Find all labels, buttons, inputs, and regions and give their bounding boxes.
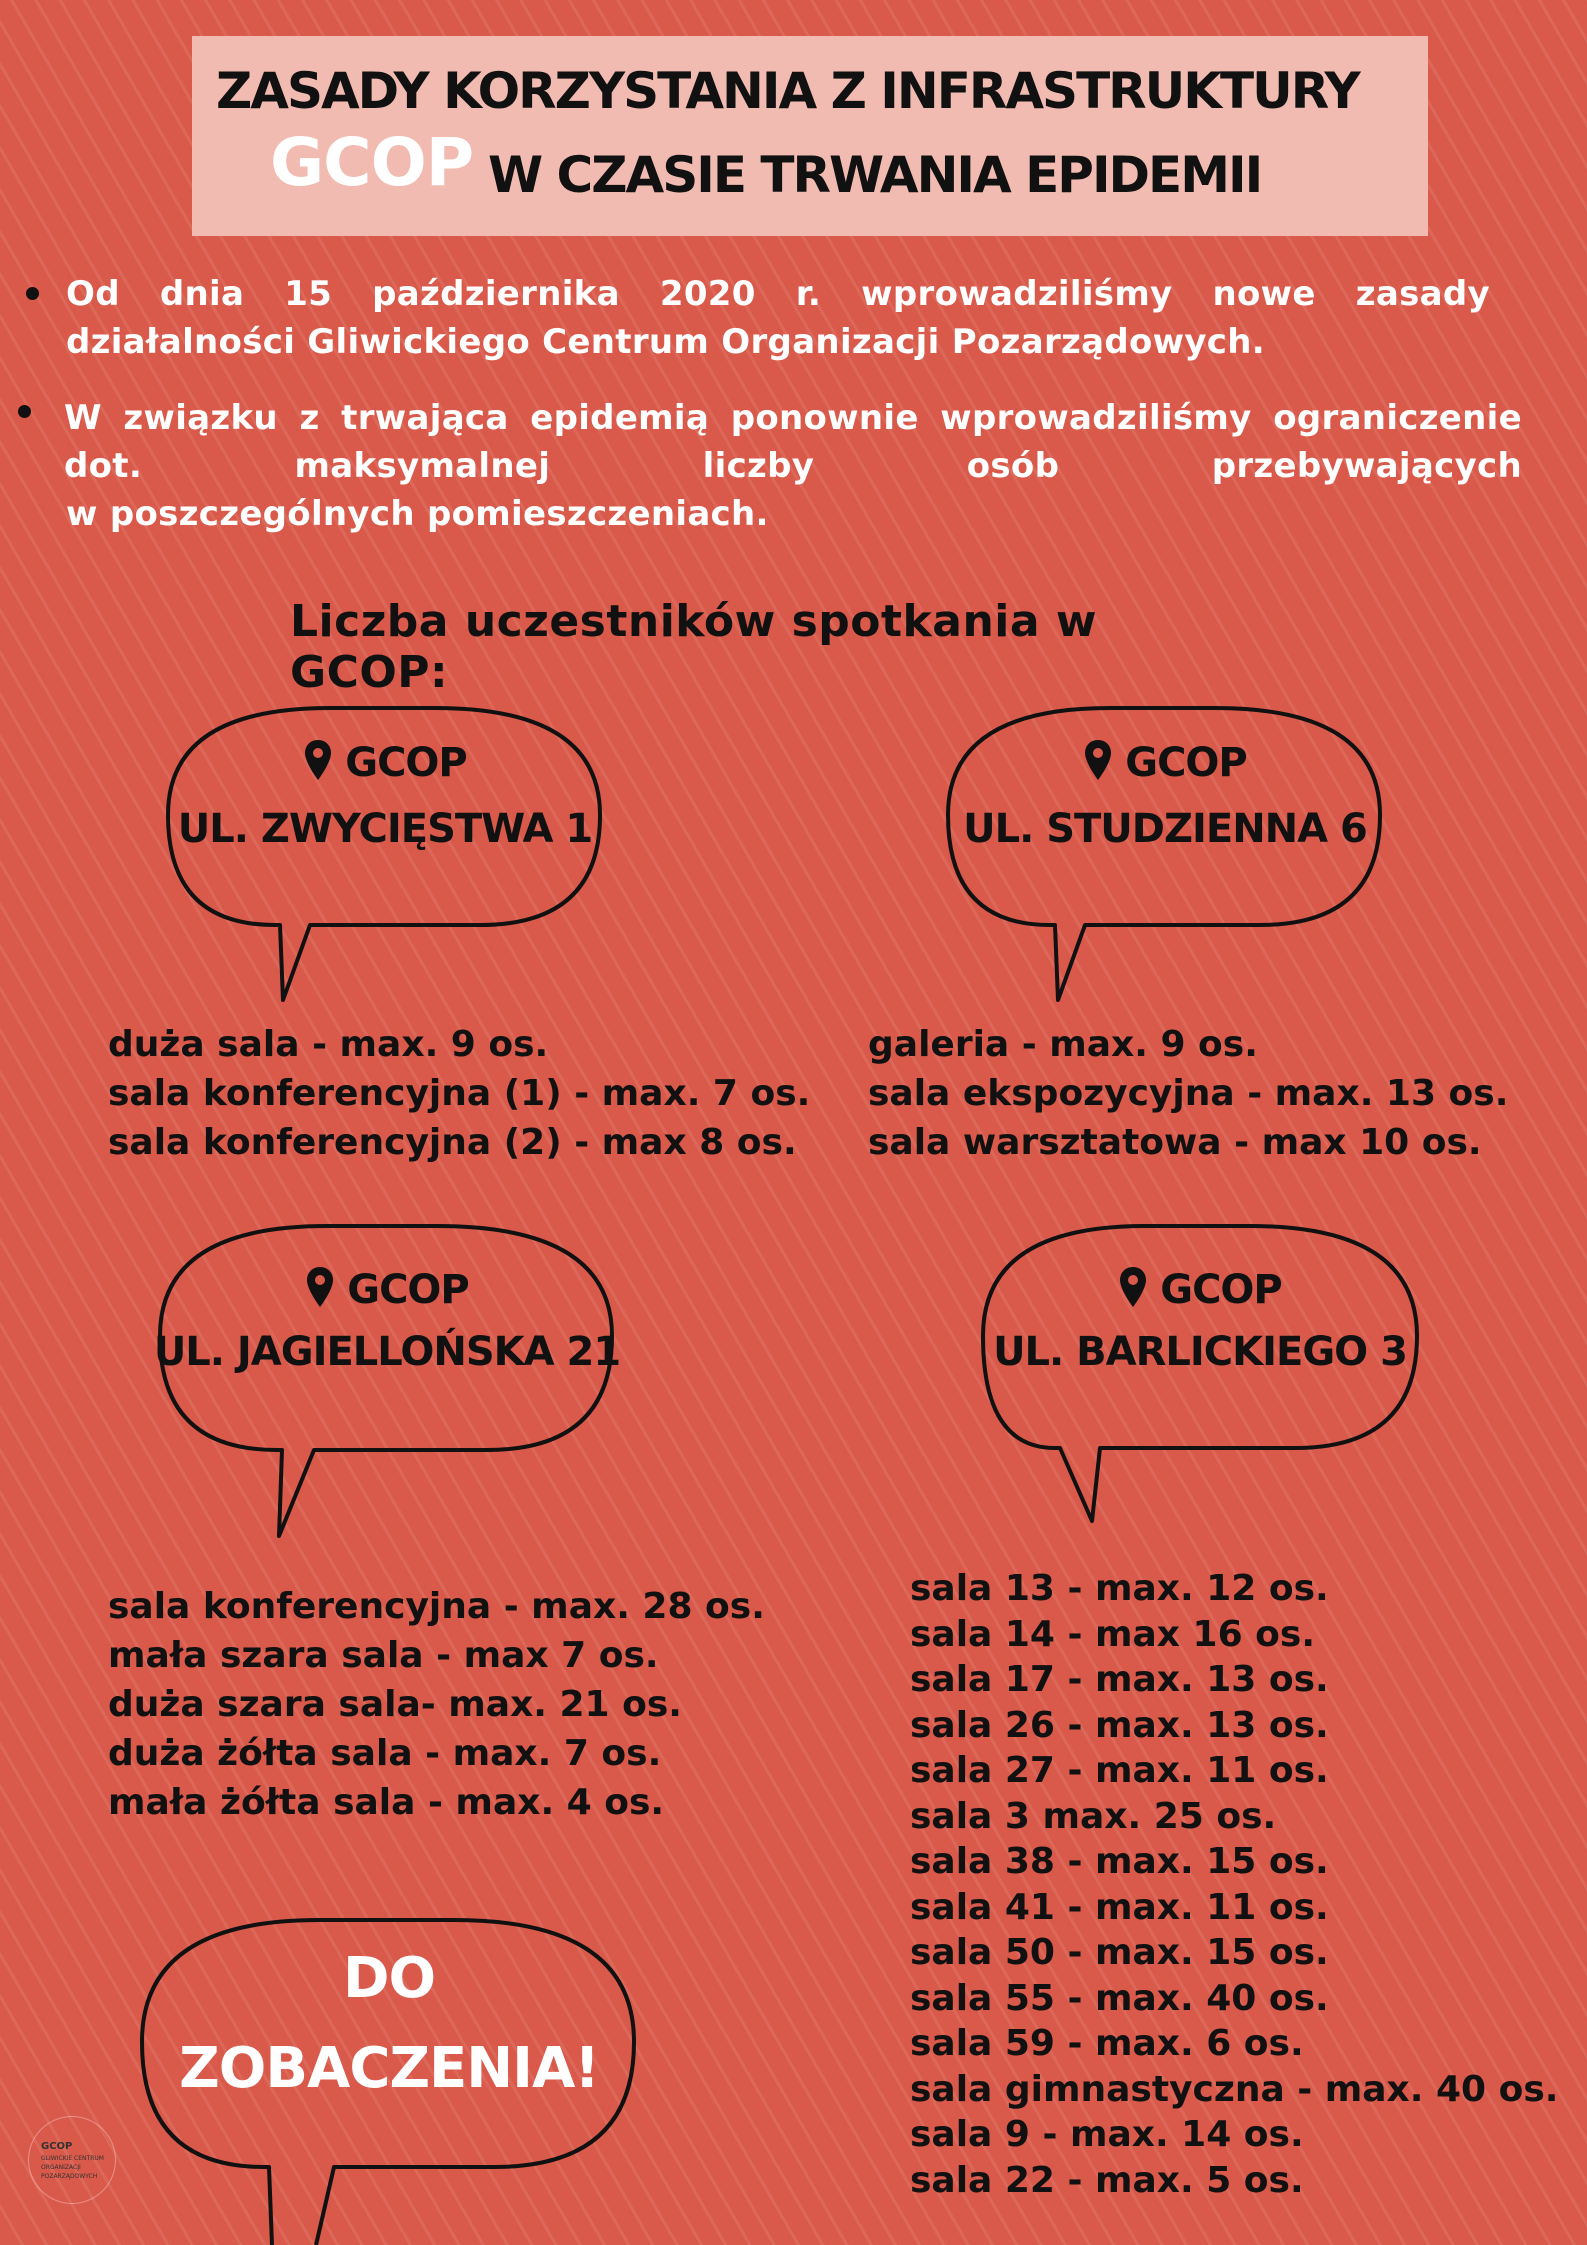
bubble-2-name-row xyxy=(940,738,1390,792)
room-item: duża żółta sala - max. 7 os. xyxy=(108,1733,662,1774)
room-item: galeria - max. 9 os. xyxy=(868,1024,1258,1065)
bullet-text-1: Od dnia 15 października 2020 r. wprowadziliśmy nowe zasady działalności Gliwickiego Centrum Organizacji Pozarządowych. xyxy=(66,274,1490,362)
bubble-1-street: UL. ZWYCIĘSTWA 1 xyxy=(177,806,593,852)
bubble-3-street: UL. JAGIELLOŃSKA 21 xyxy=(153,1329,621,1375)
room-item: sala 14 - max 16 os. xyxy=(910,1613,1316,1655)
header-title-line2: W CZASIE TRWANIA EPIDEMII xyxy=(488,146,1262,204)
room-item: sala 27 - max. 11 os. xyxy=(910,1750,1329,1791)
room-item: sala 22 - max. 5 os. xyxy=(910,2159,1304,2201)
logo-text-4: POZARZĄDOWYCH xyxy=(41,2173,98,2180)
rooms-list-zwyciestwa xyxy=(108,1020,810,1167)
bubble-4-street: UL. BARLICKIEGO 3 xyxy=(993,1329,1407,1375)
bullet-text-2-cont: w poszczególnych pomieszczeniach. xyxy=(66,494,769,534)
gcop-logo xyxy=(28,2116,116,2204)
bubble-1-name-row xyxy=(160,738,610,792)
logo-text-2: GLIWICKIE CENTRUM xyxy=(41,2155,104,2162)
room-item: sala 9 - max. 14 os. xyxy=(910,2114,1304,2155)
room-item: sala konferencyjna (2) - max 8 os. xyxy=(108,1122,797,1163)
map-pin-icon xyxy=(305,1265,335,1319)
map-pin-icon xyxy=(1083,738,1113,792)
bubble-2-street: UL. STUDZIENNA 6 xyxy=(963,806,1367,852)
room-item: sala konferencyjna - max. 28 os. xyxy=(108,1586,765,1627)
room-item: sala 41 - max. 11 os. xyxy=(910,1886,1329,1928)
bubble-4-name: GCOP xyxy=(1160,1267,1282,1313)
logo-text-3: ORGANIZACJI xyxy=(41,2164,81,2171)
room-item: mała żółta sala - max. 4 os. xyxy=(108,1782,665,1823)
bubble-3-name: GCOP xyxy=(347,1267,469,1313)
rooms-list-studzienna xyxy=(868,1020,1508,1167)
map-pin-icon xyxy=(303,738,333,792)
map-pin-icon xyxy=(1118,1265,1148,1319)
room-item: sala 38 - max. 15 os. xyxy=(910,1841,1329,1882)
bubble-3-name-row xyxy=(152,1265,622,1319)
logo-text-1: GCOP xyxy=(41,2141,73,2152)
bubble-1-name: GCOP xyxy=(345,740,467,786)
room-item: sala warsztatowa - max 10 os. xyxy=(868,1122,1482,1163)
room-item: duża sala - max. 9 os. xyxy=(108,1024,549,1065)
bullet-dot xyxy=(26,287,39,300)
room-item: sala 3 max. 25 os. xyxy=(910,1795,1277,1837)
room-item: sala 17 - max. 13 os. xyxy=(910,1659,1329,1700)
room-item: sala 26 - max. 13 os. xyxy=(910,1704,1329,1746)
header-gcop-logo-text: GCOP xyxy=(270,124,474,201)
bullet-text-2: W związku z trwająca epidemią ponownie wprowadziliśmy ograniczenie dot. maksymalnej liczby osób przebywających xyxy=(64,398,1522,486)
subheading: Liczba uczestników spotkania w GCOP: xyxy=(290,596,1098,698)
room-item: sala 55 - max. 40 os. xyxy=(910,1977,1329,2019)
room-item: sala gimnastyczna - max. 40 os. xyxy=(910,2068,1559,2110)
rooms-list-jagiellonska xyxy=(108,1582,765,1827)
room-item: sala 50 - max. 15 os. xyxy=(910,1932,1329,1973)
bubble-4-name-row xyxy=(975,1265,1425,1319)
closing-line2: ZOBACZENIA! xyxy=(179,2036,599,2101)
bullet-dot xyxy=(18,405,31,418)
header-title-line1: ZASADY KORZYSTANIA Z INFRASTRUKTURY xyxy=(216,62,1359,120)
room-item: duża szara sala- max. 21 os. xyxy=(108,1684,682,1725)
room-item: sala ekspozycyjna - max. 13 os. xyxy=(868,1073,1509,1114)
room-item: sala 59 - max. 6 os. xyxy=(910,2023,1304,2064)
bubble-2-name: GCOP xyxy=(1125,740,1247,786)
rooms-list-barlickiego xyxy=(910,1566,1558,2203)
room-item: sala 13 - max. 12 os. xyxy=(910,1568,1329,1609)
closing-line1: DO xyxy=(342,1946,436,2011)
room-item: mała szara sala - max 7 os. xyxy=(108,1635,659,1676)
room-item: sala konferencyjna (1) - max. 7 os. xyxy=(108,1073,811,1114)
